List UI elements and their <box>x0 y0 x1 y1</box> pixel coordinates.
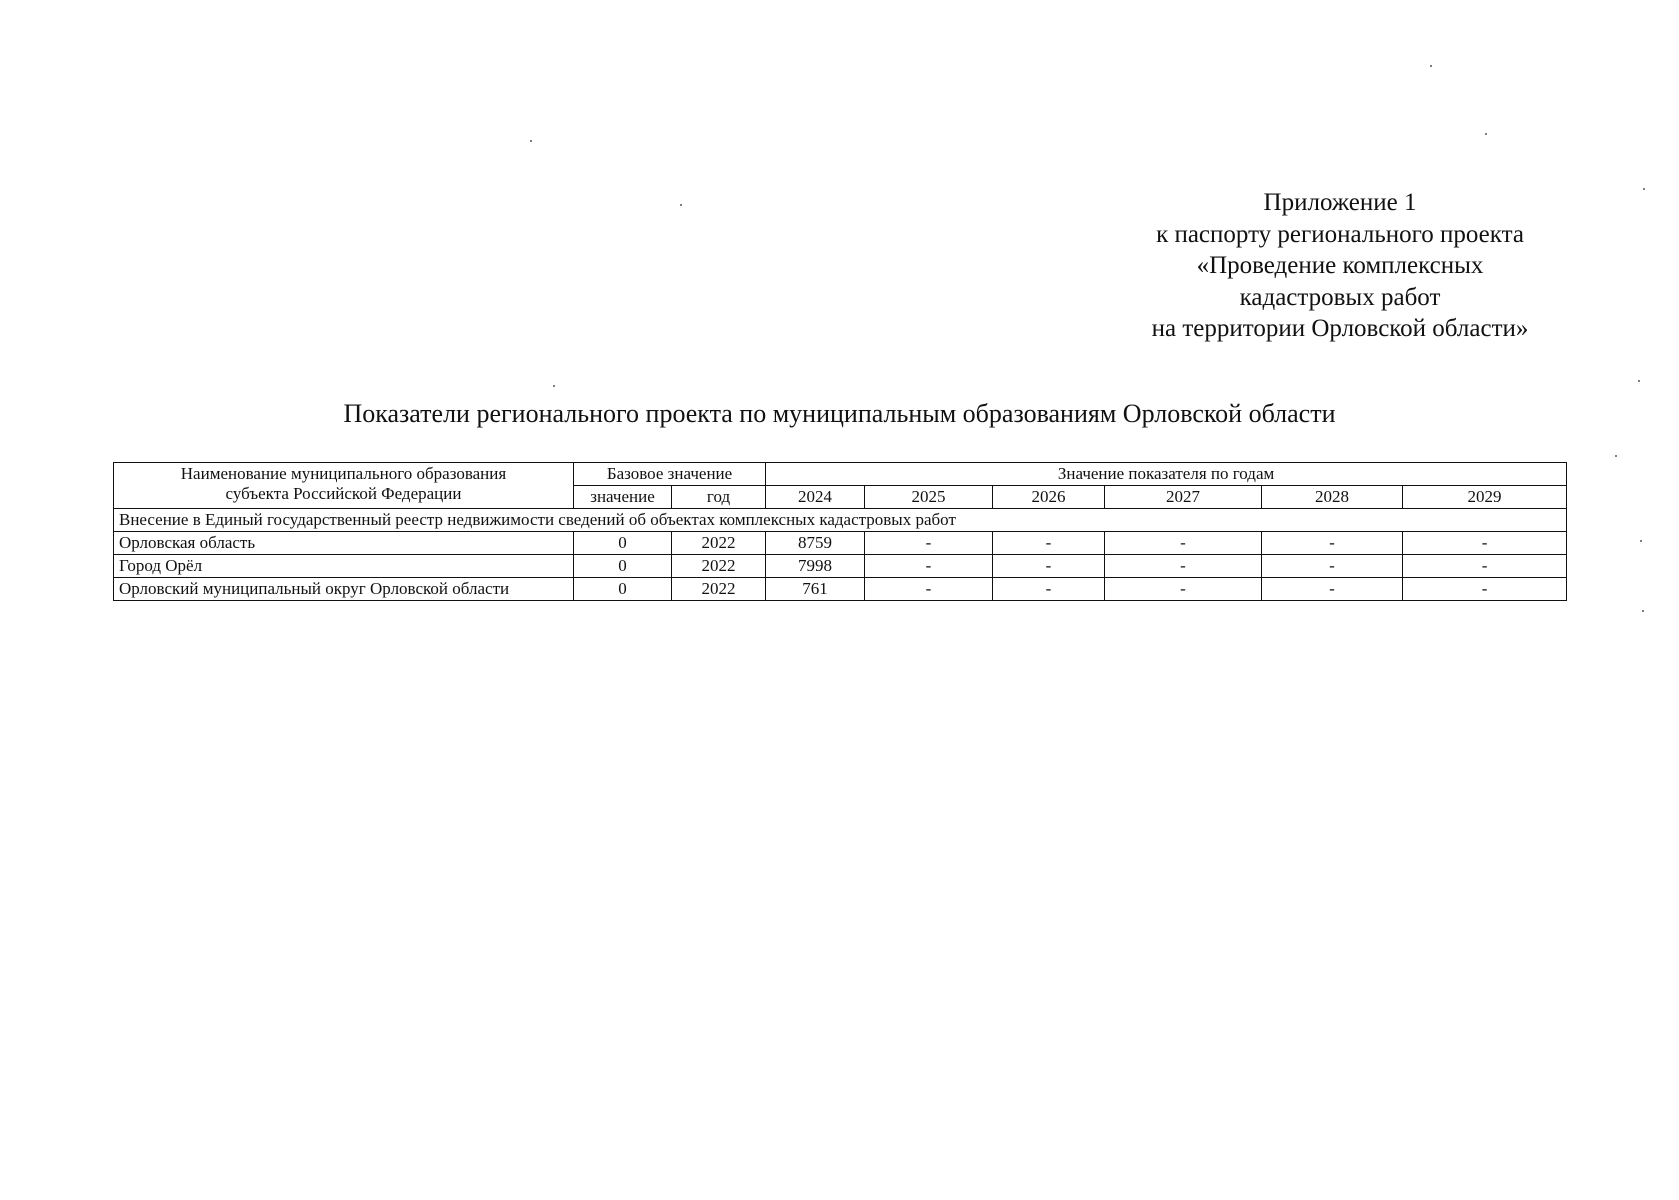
header-row-1 <box>114 463 1567 486</box>
value-2028-cell: - <box>1262 555 1403 578</box>
value-2029-cell: - <box>1403 555 1567 578</box>
value-2028-cell: - <box>1262 578 1403 601</box>
header-year-2029: 2029 <box>1403 486 1567 509</box>
appendix-block <box>1125 187 1555 345</box>
value-2026-cell: - <box>993 555 1105 578</box>
header-year-2025: 2025 <box>865 486 993 509</box>
base-year-cell: 2022 <box>672 555 766 578</box>
header-base-value: Базовое значение <box>574 463 766 486</box>
header-year-2024: 2024 <box>766 486 865 509</box>
scan-speck <box>1430 65 1432 67</box>
scan-speck <box>1640 540 1642 542</box>
value-2027-cell: - <box>1105 532 1262 555</box>
table-row <box>114 555 1567 578</box>
value-2027-cell: - <box>1105 555 1262 578</box>
base-value-cell: 0 <box>574 532 672 555</box>
scan-speck <box>1642 610 1644 612</box>
scan-speck <box>530 140 532 142</box>
value-2024-cell: 761 <box>766 578 865 601</box>
value-2025-cell: - <box>865 578 993 601</box>
base-year-cell: 2022 <box>672 532 766 555</box>
appendix-line-4: кадастровых работ <box>1239 283 1441 311</box>
value-2026-cell: - <box>993 578 1105 601</box>
value-2026-cell: - <box>993 532 1105 555</box>
value-2028-cell: - <box>1262 532 1403 555</box>
municipality-name: Орловская область <box>114 532 574 555</box>
municipality-name: Орловский муниципальный округ Орловской области <box>114 578 574 601</box>
header-year-2028: 2028 <box>1262 486 1403 509</box>
appendix-line-3: «Проведение комплексных <box>1196 252 1484 279</box>
header-municipality-name <box>114 463 574 509</box>
table-row <box>114 578 1567 601</box>
base-value-cell: 0 <box>574 555 672 578</box>
header-name-line-1: Наименование муниципального образования <box>180 464 507 483</box>
header-values-by-years: Значение показателя по годам <box>766 463 1567 486</box>
header-base-value-sub: значение <box>574 486 672 509</box>
header-year-2027: 2027 <box>1105 486 1262 509</box>
value-2024-cell: 7998 <box>766 555 865 578</box>
indicators-table <box>113 462 1567 601</box>
appendix-line-2: к паспорту регионального проекта <box>1156 220 1524 248</box>
table-row <box>114 532 1567 555</box>
header-name-line-2: субъекта Российской Федерации <box>225 484 462 503</box>
value-2027-cell: - <box>1105 578 1262 601</box>
header-base-year-sub: год <box>672 486 766 509</box>
value-2025-cell: - <box>865 532 993 555</box>
scan-speck <box>1643 188 1645 190</box>
scan-speck <box>1615 455 1617 457</box>
base-value-cell: 0 <box>574 578 672 601</box>
scan-speck <box>1638 380 1640 382</box>
scan-speck <box>1485 133 1487 135</box>
scan-speck <box>553 385 555 387</box>
appendix-line-5: на территории Орловской области» <box>1151 315 1529 342</box>
value-2024-cell: 8759 <box>766 532 865 555</box>
value-2029-cell: - <box>1403 578 1567 601</box>
document-title: Показатели регионального проекта по муниципальным образованиям Орловской области <box>343 399 1336 428</box>
section-title: Внесение в Единый государственный реестр недвижимости сведений об объектах комплексных кадастровых работ <box>114 509 1567 532</box>
base-year-cell: 2022 <box>672 578 766 601</box>
appendix-line-1: Приложение 1 <box>1263 189 1417 216</box>
value-2025-cell: - <box>865 555 993 578</box>
municipality-name: Город Орёл <box>114 555 574 578</box>
value-2029-cell: - <box>1403 532 1567 555</box>
section-row <box>114 509 1567 532</box>
scan-speck <box>680 204 682 206</box>
header-year-2026: 2026 <box>993 486 1105 509</box>
